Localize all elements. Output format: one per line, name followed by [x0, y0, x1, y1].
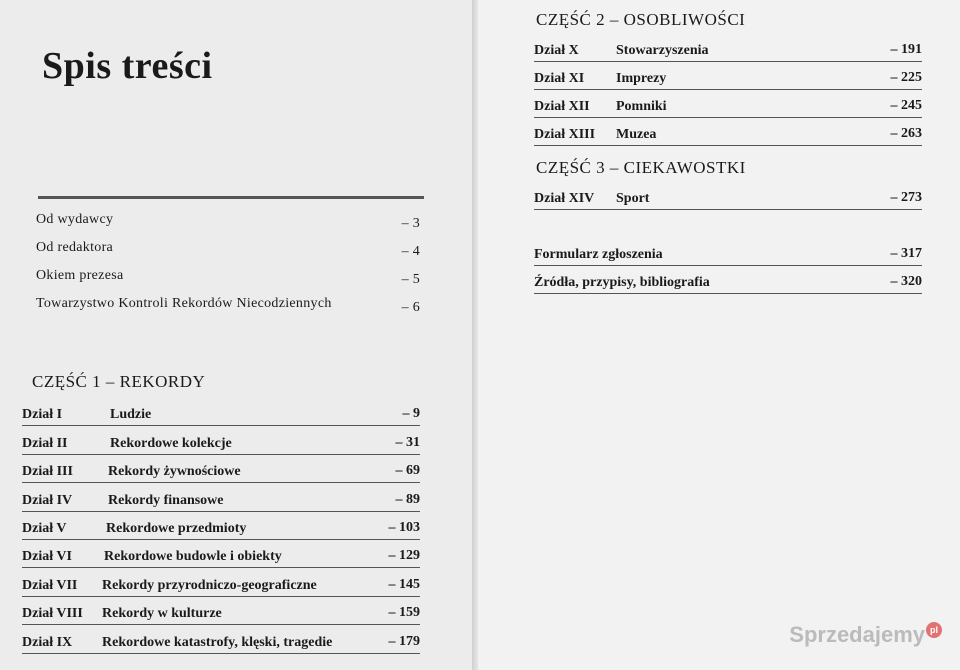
entry-title: Rekordy przyrodniczo-geograficzne [102, 577, 317, 593]
entry-title: Rekordy w kulturze [102, 606, 222, 622]
entry-title: Rekordowe budowle i obiekty [104, 549, 282, 565]
entry-page: – 159 [388, 605, 420, 621]
back-matter-entries [534, 238, 922, 294]
front-matter-label: Okiem prezesa [36, 268, 124, 283]
entry-title: Źródła, przypisy, bibliografia [534, 275, 710, 290]
entry-page: – 317 [890, 246, 922, 261]
toc-entry [534, 34, 922, 62]
dzial-label: Dział VIII [22, 606, 83, 622]
dzial-label: Dział I [22, 407, 63, 423]
entry-page: – 69 [395, 463, 420, 479]
dzial-label: Dział V [22, 520, 67, 536]
entry-page: – 179 [388, 633, 420, 649]
front-matter-label: Od wydawcy [36, 212, 114, 227]
entry-title: Rekordy finansowe [108, 492, 224, 508]
watermark-badge: pl [926, 622, 942, 638]
front-matter-list [36, 210, 420, 322]
toc-entry [22, 455, 420, 483]
toc-entry [22, 426, 420, 454]
watermark-text: Sprzedajemy [789, 622, 925, 647]
toc-entry [534, 182, 922, 210]
entry-title: Rekordy żywnościowe [108, 464, 241, 480]
entry-title: Rekordowe przedmioty [106, 520, 247, 536]
entry-title: Imprezy [616, 71, 667, 86]
entry-title: Formularz zgłoszenia [534, 247, 663, 262]
entry-title: Ludzie [110, 407, 152, 423]
toc-entry [534, 118, 922, 146]
entry-page: – 273 [890, 190, 922, 205]
dzial-label: Dział III [22, 464, 73, 480]
toc-entry [22, 625, 420, 653]
front-matter-item [36, 294, 420, 322]
entry-title: Pomniki [616, 99, 667, 114]
entry-title: Sport [616, 191, 650, 206]
toc-entry [22, 568, 420, 596]
part-1-heading: CZĘŚĆ 1 – REKORDY [32, 372, 206, 391]
left-page [0, 0, 474, 670]
entry-page: – 191 [890, 42, 922, 57]
part-3-heading: CZĘŚĆ 3 – CIEKAWOSTKI [536, 158, 746, 177]
entry-page: – 103 [388, 519, 420, 535]
dzial-label: Dział XIV [534, 191, 595, 206]
dzial-label: Dział XII [534, 99, 590, 114]
part-1-entries [22, 398, 420, 654]
front-matter-page: – 3 [401, 216, 420, 231]
front-matter-label: Od redaktora [36, 240, 114, 255]
entry-page: – 245 [890, 98, 922, 113]
toc-entry [22, 597, 420, 625]
toc-entry [22, 540, 420, 568]
entry-title: Rekordowe kolekcje [110, 435, 232, 451]
dzial-label: Dział XIII [534, 127, 596, 142]
toc-entry [22, 483, 420, 511]
entry-page: – 225 [890, 70, 922, 85]
toc-entry [534, 90, 922, 118]
entry-page: – 9 [402, 406, 420, 422]
entry-page: – 263 [890, 126, 922, 141]
entry-page: – 320 [890, 274, 922, 289]
front-matter-page: – 5 [401, 272, 420, 287]
dzial-label: Dział II [22, 435, 68, 451]
entry-title: Rekordowe katastrofy, klęski, tragedie [102, 634, 333, 650]
title-divider [38, 196, 424, 199]
toc-entry [22, 512, 420, 540]
front-matter-label: Towarzystwo Kontroli Rekordów Niecodziennych [36, 296, 332, 311]
part-2-heading: CZĘŚĆ 2 – OSOBLIWOŚCI [536, 10, 746, 29]
page-title: Spis treści [42, 45, 213, 87]
watermark-logo [789, 622, 942, 648]
front-matter-page: – 4 [401, 244, 420, 259]
part-3-entries [534, 182, 922, 210]
dzial-label: Dział IX [22, 634, 73, 650]
entry-title: Muzea [616, 127, 657, 142]
front-matter-item [36, 266, 420, 294]
front-matter-item [36, 210, 420, 238]
toc-entry [534, 266, 922, 294]
toc-entry [534, 62, 922, 90]
dzial-label: Dział VI [22, 549, 72, 565]
entry-page: – 145 [388, 576, 420, 592]
front-matter-page: – 6 [401, 300, 420, 315]
part-2-entries [534, 34, 922, 146]
entry-page: – 89 [395, 491, 420, 507]
toc-entry [22, 398, 420, 426]
dzial-label: Dział IV [22, 492, 73, 508]
entry-title: Stowarzyszenia [616, 43, 709, 58]
toc-entry [534, 238, 922, 266]
entry-page: – 129 [388, 548, 420, 564]
front-matter-item [36, 238, 420, 266]
dzial-label: Dział X [534, 43, 579, 58]
entry-page: – 31 [395, 434, 420, 450]
dzial-label: Dział XI [534, 71, 585, 86]
dzial-label: Dział VII [22, 577, 78, 593]
